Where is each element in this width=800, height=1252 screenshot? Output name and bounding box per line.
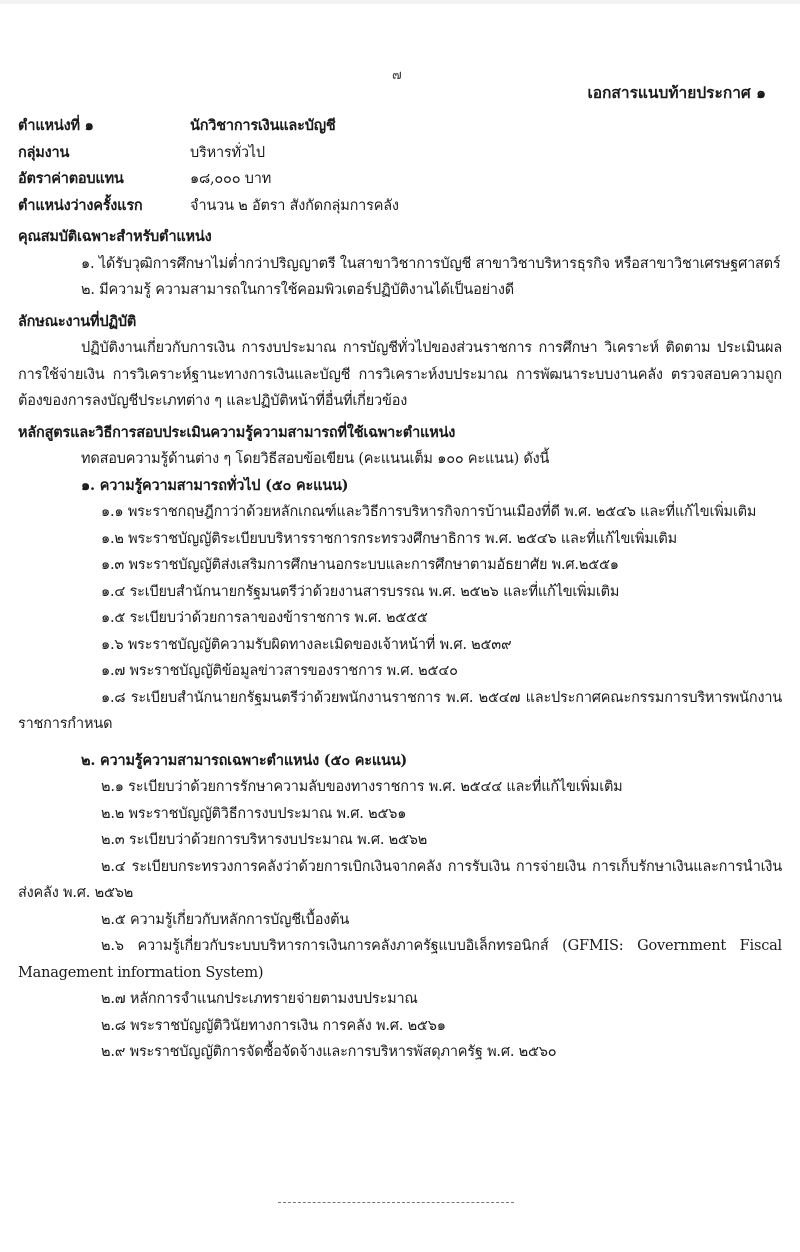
exam-topic-item: ๑.๗ พระราชบัญญัติข้อมูลข่าวสารของราชการ พ.ศ. ๒๕๔๐ bbox=[101, 663, 458, 679]
duties-heading: ลักษณะงานที่ปฏิบัติ bbox=[18, 312, 137, 330]
exam-heading: หลักสูตรและวิธีการสอบประเมินความรู้ความสามารถที่ใช้เฉพาะตำแหน่ง bbox=[18, 423, 456, 441]
exam-topic-item: ๒.๑ ระเบียบว่าด้วยการรักษาความลับของทางราชการ พ.ศ. ๒๕๔๔ และที่แก้ไขเพิ่มเติม bbox=[101, 779, 623, 795]
exam-topic-item: ๒.๘ พระราชบัญญัติวินัยทางการเงิน การคลัง พ.ศ. ๒๕๖๑ bbox=[101, 1017, 446, 1034]
exam-section-title: ๑. ความรู้ความสามารถทั่วไป (๕๐ คะแนน) bbox=[81, 476, 349, 494]
annex-title: เอกสารแนบท้ายประกาศ ๑ bbox=[587, 83, 766, 102]
qualifications-list bbox=[18, 251, 782, 304]
exam-topic-item: ๑.๒ พระราชบัญญัติระเบียบบริหารราชการกระทรวงศึกษาธิการ พ.ศ. ๒๕๔๖ และที่แก้ไขเพิ่มเติม bbox=[101, 530, 678, 547]
qualifications-heading: คุณสมบัติเฉพาะสำหรับตำแหน่ง bbox=[18, 228, 212, 245]
document-body bbox=[18, 113, 782, 1066]
position-info-label: ตำแหน่งที่ ๑ bbox=[18, 117, 94, 134]
position-info-label: ตำแหน่งว่างครั้งแรก bbox=[18, 196, 143, 214]
exam-topic-item: ๒.๔ ระเบียบกระทรวงการคลังว่าด้วยการเบิกเงินจากคลัง การรับเงิน การจ่ายเงิน การเก็บรักษาเงินและการนำเงินส่งคลัง พ.ศ. ๒๕๖๒ bbox=[18, 858, 782, 901]
scan-edge bbox=[0, 0, 800, 4]
page-number: ๗ bbox=[392, 68, 402, 83]
exam-intro: ทดสอบความรู้ด้านต่าง ๆ โดยวิธีสอบข้อเขียน (คะแนนเต็ม ๑๐๐ คะแนน) ดังนี้ bbox=[81, 451, 550, 467]
duties-text: ปฏิบัติงานเกี่ยวกับการเงิน การงบประมาณ การบัญชีทั่วไปของส่วนราชการ การศึกษา วิเคราะห์ ติดตาม ประเมินผลการใช้จ่ายเงิน การวิเคราะห์ฐานะทางการเงินและบัญชี การวิเคราะห์งบประมาณ การพัฒนาระบบงานคลัง ตรวจสอบความถูกต้องของการลงบัญชีประเภทต่าง ๆ และปฏิบัติหน้าที่อื่นที่เกี่ยวข้อง bbox=[18, 340, 782, 409]
position-info-value: ๑๘,๐๐๐ บาท bbox=[190, 171, 272, 187]
position-info-row bbox=[18, 113, 782, 140]
exam-topic-item: ๒.๙ พระราชบัญญัติการจัดซื้อจัดจ้างและการบริหารพัสดุภาครัฐ พ.ศ. ๒๕๖๐ bbox=[101, 1044, 557, 1060]
exam-topic-item: ๑.๘ ระเบียบสำนักนายกรัฐมนตรีว่าด้วยพนักงานราชการ พ.ศ. ๒๕๔๗ และประกาศคณะกรรมการบริหารพนักงานราชการกำหนด bbox=[18, 689, 782, 732]
position-info-row bbox=[18, 166, 782, 193]
position-info-label: อัตราค่าตอบแทน bbox=[18, 170, 124, 187]
exam-topic-item: ๑.๔ ระเบียบสำนักนายกรัฐมนตรีว่าด้วยงานสารบรรณ พ.ศ. ๒๕๒๖ และที่แก้ไขเพิ่มเติม bbox=[101, 583, 620, 600]
exam-topic-item: ๑.๖ พระราชบัญญัติความรับผิดทางละเมิดของเจ้าหน้าที่ พ.ศ. ๒๕๓๙ bbox=[101, 636, 512, 653]
position-info bbox=[18, 113, 782, 219]
exam-sections bbox=[18, 473, 782, 1066]
exam-topic-item: ๒.๗ หลักการจำแนกประเภทรายจ่ายตามงบประมาณ bbox=[101, 991, 418, 1007]
exam-topic-item: ๒.๕ ความรู้เกี่ยวกับหลักการบัญชีเบื้องต้น bbox=[101, 911, 350, 928]
section-gap bbox=[18, 738, 782, 748]
exam-topic-item: ๒.๖ ความรู้เกี่ยวกับระบบบริหารการเงินการคลังภาครัฐแบบอิเล็กทรอนิกส์ (GFMIS: Government Fiscal Management information System) bbox=[18, 938, 782, 981]
exam-section-title: ๒. ความรู้ความสามารถเฉพาะตำแหน่ง (๕๐ คะแนน) bbox=[81, 751, 408, 769]
position-info-value: จำนวน ๒ อัตรา สังกัดกลุ่มการคลัง bbox=[190, 197, 399, 214]
exam-topic-item: ๒.๒ พระราชบัญญัติวิธีการงบประมาณ พ.ศ. ๒๕๖๑ bbox=[101, 805, 407, 822]
footer-divider bbox=[278, 1202, 514, 1203]
exam-topic-item: ๒.๓ ระเบียบว่าด้วยการบริหารงบประมาณ พ.ศ. ๒๕๖๒ bbox=[101, 832, 428, 848]
qualification-item: ๑. ได้รับวุฒิการศึกษาไม่ต่ำกว่าปริญญาตรี ในสาขาวิชาการบัญชี สาขาวิชาบริหารธุรกิจ หรือสาขาวิชาเศรษฐศาสตร์ bbox=[81, 255, 781, 272]
position-info-label: กลุ่มงาน bbox=[18, 143, 70, 161]
exam-topic-item: ๑.๕ ระเบียบว่าด้วยการลาของข้าราชการ พ.ศ. ๒๕๕๕ bbox=[101, 610, 428, 626]
exam-topic-item: ๑.๑ พระราชกฤษฎีกาว่าด้วยหลักเกณฑ์และวิธีการบริหารกิจการบ้านเมืองที่ดี พ.ศ. ๒๕๔๖ และที่แก้ไขเพิ่มเติม bbox=[101, 504, 757, 520]
exam-topic-item: ๑.๓ พระราชบัญญัติส่งเสริมการศึกษานอกระบบและการศึกษาตามอัธยาศัย พ.ศ.๒๕๕๑ bbox=[101, 557, 619, 573]
position-info-value: นักวิชาการเงินและบัญชี bbox=[190, 117, 336, 134]
position-info-value: บริหารทั่วไป bbox=[190, 144, 265, 161]
position-info-row bbox=[18, 140, 782, 167]
position-info-row bbox=[18, 193, 782, 220]
qualification-item: ๒. มีความรู้ ความสามารถในการใช้คอมพิวเตอร์ปฏิบัติงานได้เป็นอย่างดี bbox=[81, 282, 514, 298]
